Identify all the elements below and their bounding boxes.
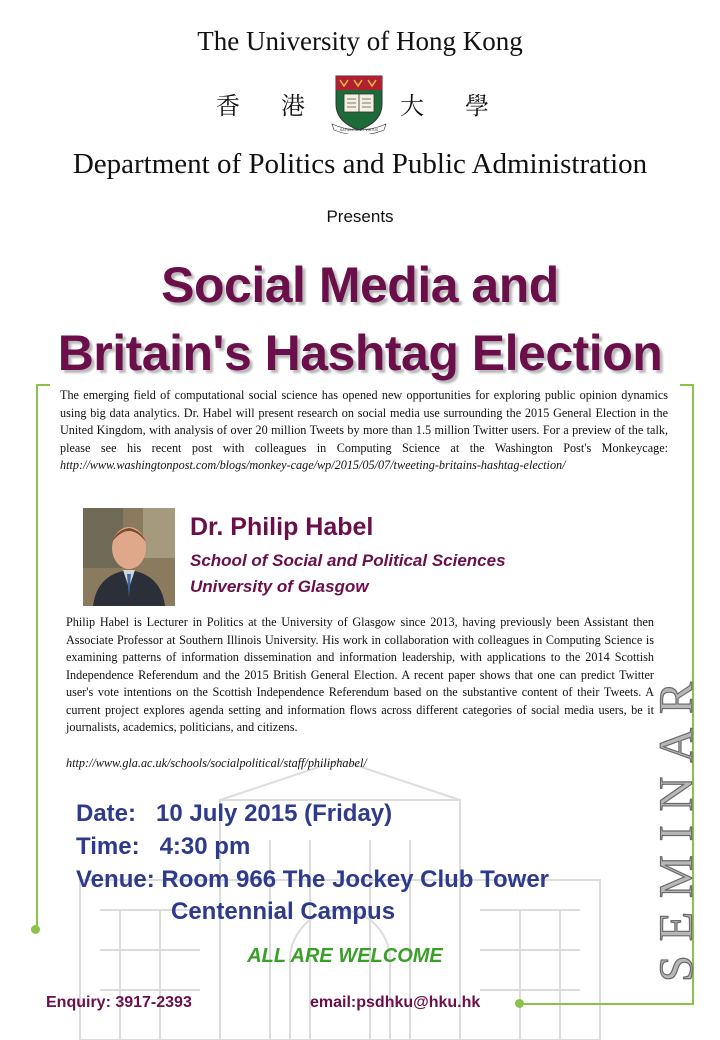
enquiry-phone: Enquiry: 3917-2393	[46, 994, 192, 1011]
event-venue: Venue: Room 966 The Jockey Club Tower	[76, 866, 550, 893]
seminar-title-line-2: Britain's Hashtag Election	[57, 325, 663, 381]
abstract-paragraph	[60, 387, 668, 475]
speaker-school: School of Social and Political Sciences	[190, 551, 506, 570]
crest-motto: SAPIENTIA ET VIRTUS	[339, 128, 379, 132]
speaker-bio: Philip Habel is Lecturer in Politics at the University of Glasgow since 2013, having previously been Assistant then Associate Professor at Southern Illinois University. His work in collaboration with colleagues in Computing Science is examining patterns of information dissemination and information leadership, with applications to the 2014 Scottish Independence Referendum and the 2015 British General Election. A recent paper shows that one can predict Twitter user's vote intentions on the Scottish Independence Referendum based on the substantive content of their Tweets. A current project explores agenda setting and information flows across different categories of social media users, be it journalists, academics, politicians, and citizens.	[66, 615, 654, 734]
event-venue-campus: Centennial Campus	[171, 898, 396, 925]
chinese-char-4: 學	[465, 92, 489, 120]
seminar-vertical-label	[650, 570, 710, 990]
abstract-link[interactable]: http://www.washingtonpost.com/blogs/monkey-cage/wp/2015/05/07/tweeting-britains-hashtag-election/	[60, 458, 566, 472]
speaker-photo	[83, 508, 175, 606]
abstract-text: The emerging field of computational social science has opened new opportunities for exploring public opinion dynamics using big data analytics. Dr. Habel will present research on social media use surrounding the 2015 General Election in the United Kingdom, with analysis of over 20 million Tweets by more than 1.5 million Twitter users. For a preview of the talk, please see his recent post with colleagues in Computing Science at the Washington Post's Monkeycage:	[60, 388, 668, 455]
event-time: Time: 4:30 pm	[76, 833, 251, 860]
presents-label: Presents	[326, 207, 394, 226]
chinese-char-3: 大	[400, 92, 424, 120]
university-name: The University of Hong Kong	[197, 26, 523, 56]
frame-line-top-left	[36, 384, 50, 386]
frame-line-left	[36, 384, 38, 930]
seminar-label-text: SEMINAR	[650, 667, 703, 982]
university-crest-logo	[330, 74, 388, 134]
speaker-university: University of Glasgow	[190, 577, 369, 596]
department-name: Department of Politics and Public Administration	[72, 148, 648, 180]
frame-line-bottom	[520, 1003, 694, 1005]
event-date: Date: 10 July 2015 (Friday)	[76, 800, 393, 827]
frame-dot-left	[31, 925, 40, 934]
seminar-title-line-1: Social Media and	[161, 257, 559, 313]
welcome-note: ALL ARE WELCOME	[247, 945, 443, 967]
chinese-char-2: 港	[281, 92, 305, 120]
contact-email[interactable]: email:psdhku@hku.hk	[310, 994, 481, 1011]
speaker-name: Dr. Philip Habel	[190, 513, 374, 541]
frame-dot-bottom	[515, 999, 524, 1008]
chinese-char-1: 香	[216, 92, 240, 120]
speaker-bio-link[interactable]: http://www.gla.ac.uk/schools/socialpolitical/staff/philiphabel/	[66, 756, 367, 770]
